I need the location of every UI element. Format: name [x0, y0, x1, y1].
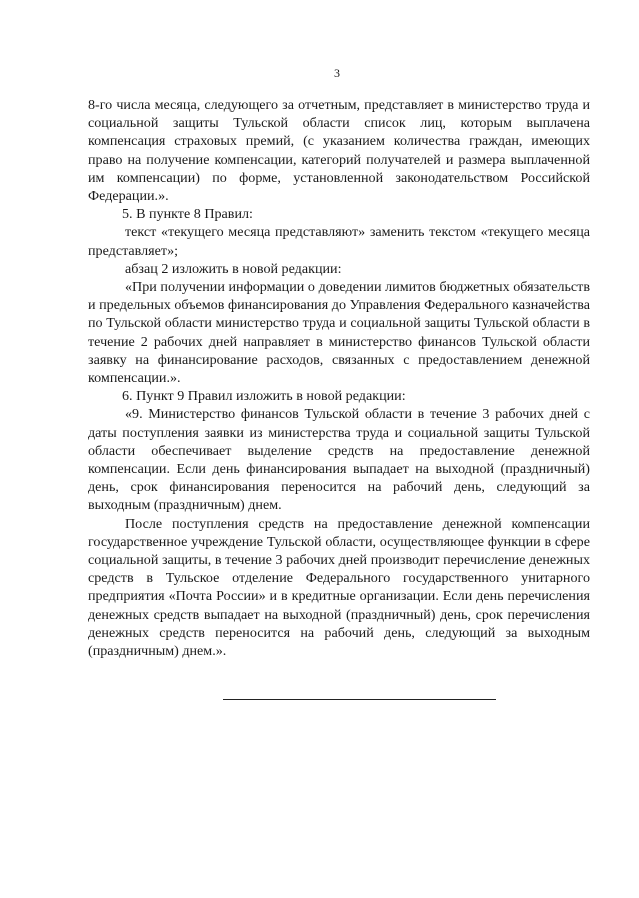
paragraph-item-9-quote: «9. Министерство финансов Тульской области в течение 3 рабочих дней с даты поступления заявки из министерства труда и социальной защиты Тульской области обеспечивает выделение средств на предоставление денежной компенсации. Если день финансирования выпадает на выходной (праздничный) день, срок финансирования переносится на рабочий день, следующий за выходным (праздничным) днем. [88, 406, 590, 514]
paragraph-item-5: 5. В пункте 8 Правил: [122, 206, 253, 223]
paragraph-text-replacement: текст «текущего месяца представляют» заменить текстом «текущего месяца представляет»; [88, 224, 590, 259]
paragraph-continuation: 8-го числа месяца, следующего за отчетным, представляет в министерство труда и социальной защиты Тульской области список лиц, которым выплачена компенсация страховых премий, (с указанием количества граждан, имеющих право на получение компенсации, категорий получателей и размера выплаченной им компенсации) по форме, установленной законодательством Российской Федерации.». [88, 97, 590, 205]
page-number: 3 [334, 66, 340, 80]
paragraph-after-funds: После поступления средств на предоставление денежной компенсации государственное учреждение Тульской области, осуществляющее функции в сфере социальной защиты, в течение 3 рабочих дней производит перечисление денежных средств в Тульское отделение Федерального государственного унитарного предприятия «Почта России» и в кредитные организации. Если день перечисления денежных средств выпадает на выходной (праздничный) день, срок перечисления денежных средств переносится на рабочий день, следующий за выходным (праздничным) днем.». [88, 515, 590, 660]
paragraph-limits-quote: «При получении информации о доведении лимитов бюджетных обязательств и предельных объемов финансирования до Управления Федерального казначейства по Тульской области министерство труда и социальной защиты Тульской области в течение 2 рабочих дней направляет в министерство финансов Тульской области заявку на финансирование расходов, связанных с предоставлением денежной компенсации.». [88, 279, 590, 387]
paragraph-item-6: 6. Пункт 9 Правил изложить в новой редакции: [122, 388, 406, 405]
end-divider-line [223, 699, 496, 700]
paragraph-abzac-2: абзац 2 изложить в новой редакции: [125, 260, 342, 277]
document-body [88, 96, 590, 660]
